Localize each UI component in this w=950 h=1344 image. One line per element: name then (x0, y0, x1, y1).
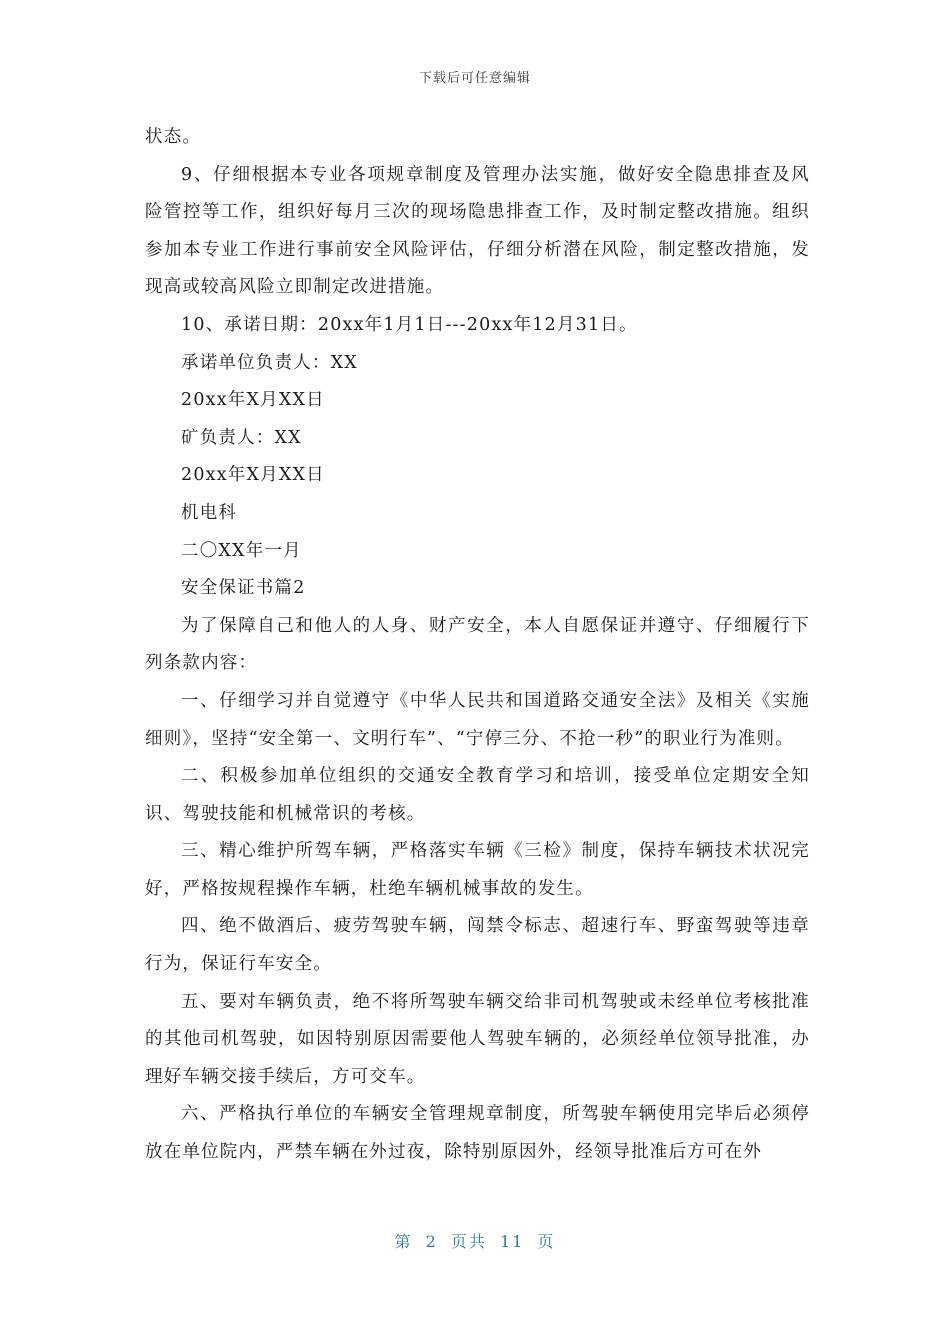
page-number-footer: 第 2 页共 11 页 (394, 1232, 556, 1251)
section-title: 安全保证书篇2 (181, 578, 306, 599)
paragraph-status-end: 状态。 (145, 127, 202, 147)
signature-date-2: 20xx年X月XX日 (181, 465, 325, 486)
paragraph-intro: 为了保障自己和他人的人身、财产安全，本人自愿保证并遵守、仔细履行下列条款内容： (145, 615, 810, 674)
signature-date-1: 20xx年X月XX日 (181, 390, 325, 411)
paragraph-clause-4: 四、绝不做酒后、疲劳驾驶车辆，闯禁令标志、超速行车、野蛮驾驶等违章行为，保证行车安全。 (145, 916, 810, 975)
signature-mine-leader: 矿负责人：XX (181, 427, 302, 448)
paragraph-clause-6: 六、严格执行单位的车辆安全管理规章制度，所驾驶车辆使用完毕后必须停放在单位院内，严禁车辆在外过夜，除特别原因外，经领导批准后方可在外 (145, 1104, 810, 1163)
signature-year-month: 二〇XX年一月 (181, 540, 302, 561)
paragraph-clause-3: 三、精心维护所驾车辆，严格落实车辆《三检》制度，保持车辆技术状况完好，严格按规程操作车辆，杜绝车辆机械事故的发生。 (145, 841, 810, 899)
paragraph-clause-5: 五、要对车辆负责，绝不将所驾驶车辆交给非司机驾驶或未经单位考核批准的其他司机驾驶，如因特别原因需要他人驾驶车辆的，必须经单位领导批准，办理好车辆交接手续后，方可交车。 (145, 991, 810, 1087)
paragraph-clause-1: 一、仔细学习并自觉遵守《中华人民共和国道路交通安全法》及相关《实施细则》，坚持“安全第一、文明行车”、“宁停三分、不抢一秒”的职业行为准则。 (145, 690, 810, 749)
signature-unit-leader: 承诺单位负责人：XX (181, 352, 358, 373)
document-body (145, 119, 810, 1172)
page-header-note: 下载后可任意编辑 (418, 71, 531, 86)
paragraph-clause-2: 二、积极参加单位组织的交通安全教育学习和培训，接受单位定期安全知识、驾驶技能和机械常识的考核。 (145, 766, 810, 824)
paragraph-item-9: 9、仔细根据本专业各项规章制度及管理办法实施，做好安全隐患排查及风险管控等工作，组织好每月三次的现场隐患排查工作，及时制定整改措施。组织参加本专业工作进行事前安全风险评估，仔细分析潜在风险，制定整改措施，发现高或较高风险立即制定改进措施。 (145, 164, 810, 298)
signature-department: 机电科 (181, 502, 238, 523)
paragraph-item-10: 10、承诺日期：20xx年1月1日---20xx年12月31日。 (181, 314, 638, 335)
